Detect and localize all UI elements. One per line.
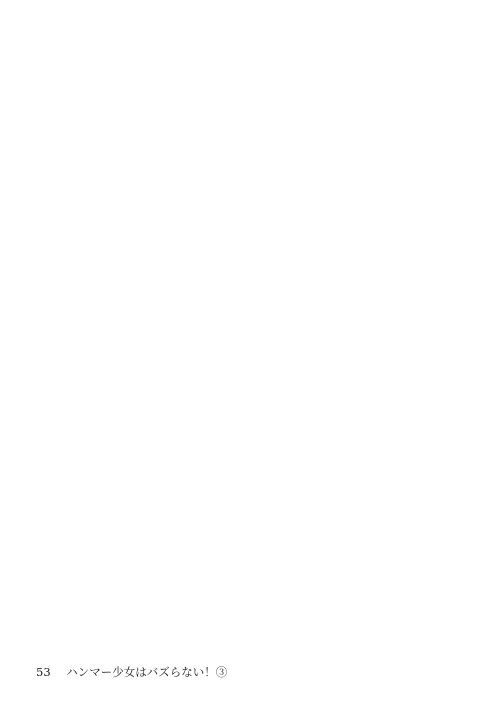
page-number: 53 bbox=[36, 665, 51, 679]
page-footer bbox=[36, 664, 227, 680]
book-title: ハンマー少女はバズらない！③ bbox=[66, 665, 228, 679]
vertical-text-body bbox=[52, 76, 450, 646]
